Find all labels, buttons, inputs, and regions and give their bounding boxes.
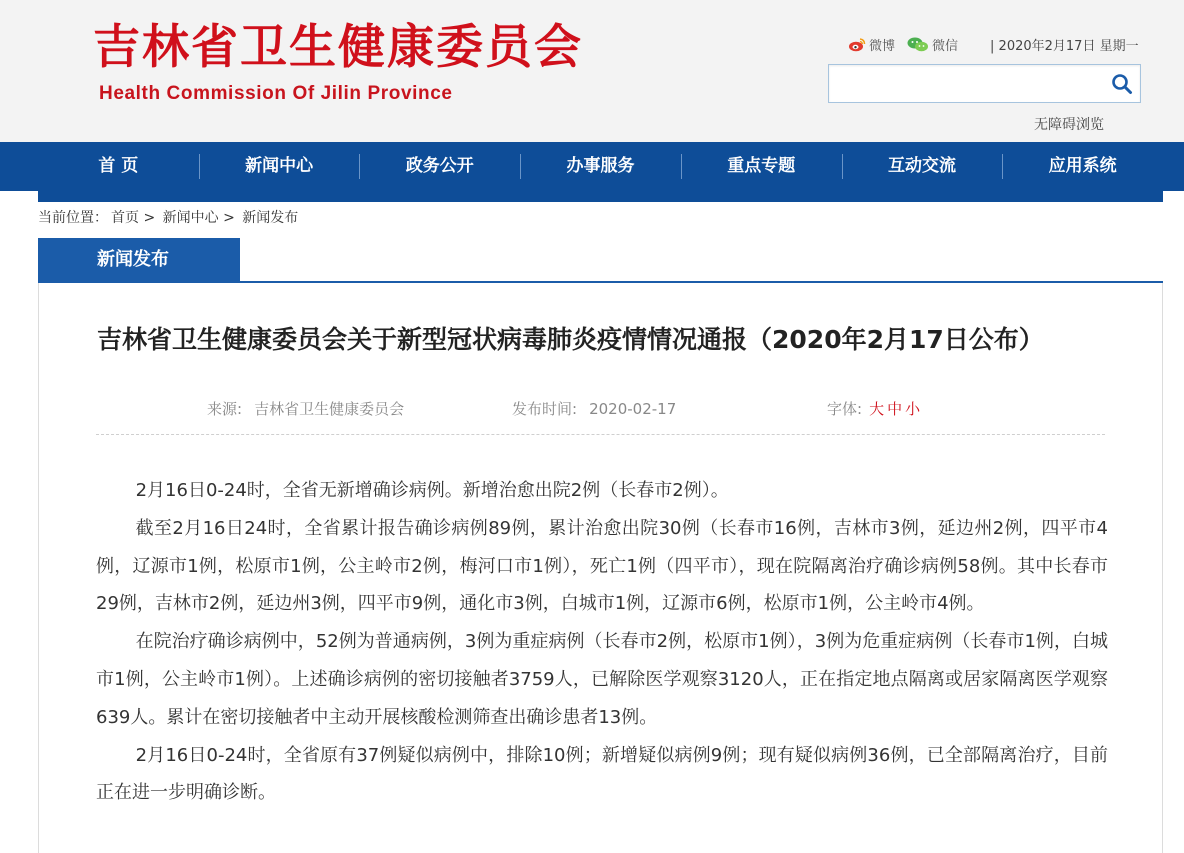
- accessible-browsing-link[interactable]: 无障碍浏览: [1034, 117, 1104, 133]
- date-value: 2020-02-17: [589, 400, 677, 418]
- article-title: 吉林省卫生健康委员会关于新型冠状病毒肺炎疫情情况通报（2020年2月17日公布）: [97, 325, 1044, 354]
- site-logo-chinese[interactable]: 吉林省卫生健康委员会: [93, 20, 583, 75]
- breadcrumb-news-center[interactable]: 新闻中心: [162, 210, 219, 226]
- search-box: [828, 64, 1141, 103]
- main-nav: [0, 142, 1184, 191]
- article-paragraph: 在院治疗确诊病例中，52例为普通病例，3例为重症病例（长春市2例，松原市1例），3例为危重症病例（长春市1例，白城市1例，公主岭市1例）。上述确诊病例的密切接触者3759人，已解除医学观察3120人，正在指定地点隔离或居家隔离医学观察639人。累计在密切接触者中主动开展核酸检测筛查出确诊患者13例。: [96, 631, 1108, 728]
- nav-item-government-affairs[interactable]: 政务公开: [359, 142, 520, 191]
- source-label: 来源:: [207, 400, 243, 418]
- article-paragraph: 截至2月16日24时，全省累计报告确诊病例89例，累计治愈出院30例（长春市16例，吉林市3例，延边州2例，四平市4例，辽源市1例，松原市1例，公主岭市2例，梅河口市1例），死亡1例（四平市），现在院隔离治疗确诊病例58例。其中长春市29例，吉林市2例，延边州3例，四平市9例，通化市3例，白城市1例，辽源市6例，松原市1例，公主岭市4例。: [96, 517, 1108, 615]
- current-date: | 2020年2月17日 星期一: [990, 38, 1139, 54]
- breadcrumb-prefix: 当前位置：: [38, 210, 108, 226]
- wechat-label: 微信: [932, 38, 959, 54]
- breadcrumb: [38, 207, 298, 227]
- nav-underbar: [38, 191, 1163, 202]
- nav-item-key-topics[interactable]: 重点专题: [681, 142, 842, 191]
- search-input[interactable]: [829, 65, 1099, 102]
- weibo-link[interactable]: [848, 35, 895, 54]
- font-size-label: 字体:: [827, 400, 863, 418]
- weibo-label: 微博: [869, 38, 896, 54]
- search-icon: [1111, 73, 1133, 95]
- source-value: 吉林省卫生健康委员会: [254, 400, 405, 418]
- article-body: [96, 472, 1108, 812]
- top-links: [848, 34, 1139, 54]
- date-label: 发布时间:: [512, 400, 578, 418]
- site-header: [0, 0, 1184, 142]
- font-size-selector: [827, 398, 920, 419]
- font-size-medium-option[interactable]: 中: [887, 400, 903, 418]
- breadcrumb-separator: >: [143, 210, 156, 226]
- section-tab-news-release[interactable]: 新闻发布: [38, 238, 240, 282]
- nav-item-home[interactable]: 首 页: [98, 156, 139, 176]
- font-size-large-option[interactable]: 大: [869, 400, 885, 418]
- article-source: [207, 398, 404, 419]
- breadcrumb-home[interactable]: 首页: [111, 210, 139, 226]
- wechat-link[interactable]: [907, 35, 958, 54]
- nav-item-news-center[interactable]: 新闻中心: [199, 142, 360, 191]
- nav-item-applications[interactable]: 应用系统: [1002, 142, 1163, 191]
- font-size-small-option[interactable]: 小: [905, 400, 921, 418]
- breadcrumb-separator: >: [223, 210, 235, 226]
- site-logo-english[interactable]: Health Commission Of Jilin Province: [99, 83, 453, 104]
- nav-item-services[interactable]: 办事服务: [520, 142, 681, 191]
- article-publish-date: [512, 398, 676, 419]
- breadcrumb-news-release[interactable]: 新闻发布: [242, 210, 299, 226]
- wechat-icon: [907, 37, 929, 52]
- article-paragraph: 2月16日0-24时，全省原有37例疑似病例中，排除10例；新增疑似病例9例；现有疑似病例36例，已全部隔离治疗，目前正在进一步明确诊断。: [96, 744, 1108, 804]
- article-paragraph: 2月16日0-24时，全省无新增确诊病例。新增治愈出院2例（长春市2例）。: [135, 480, 729, 501]
- search-button[interactable]: [1110, 72, 1134, 96]
- meta-divider: [96, 434, 1105, 435]
- nav-item-interaction[interactable]: 互动交流: [842, 142, 1003, 191]
- weibo-icon: [848, 37, 866, 52]
